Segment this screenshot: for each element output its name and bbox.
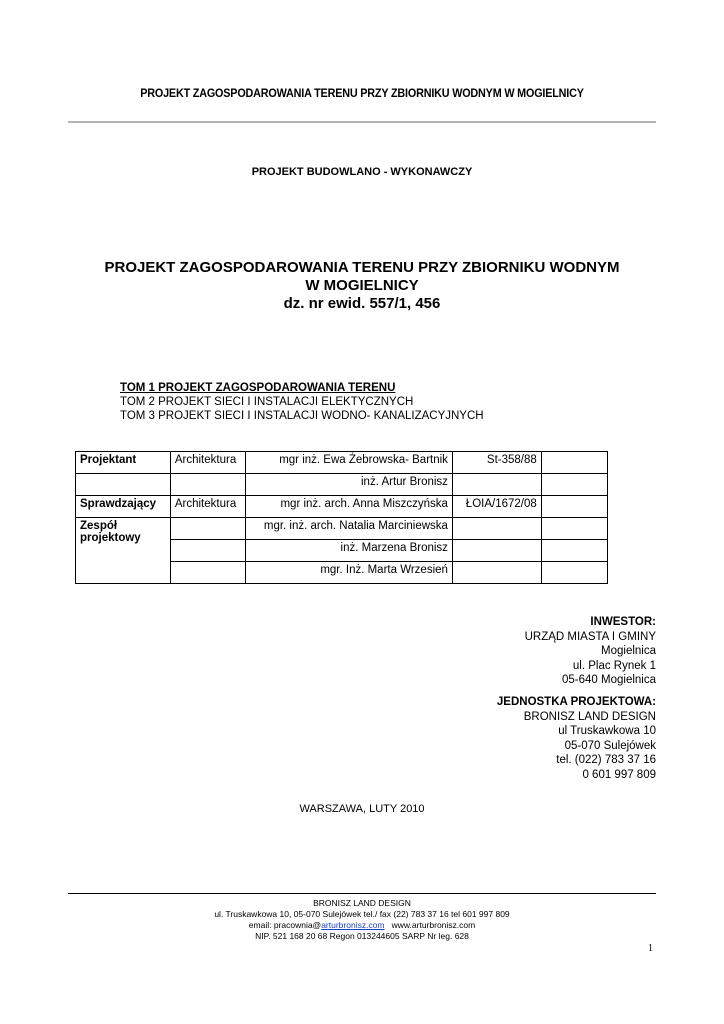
- design-team-table: [75, 451, 608, 584]
- main-title-line-2: W MOGIELNICY: [305, 277, 419, 294]
- empty-cell: [541, 540, 607, 562]
- email-link[interactable]: arturbronisz.com: [321, 920, 385, 930]
- investor-heading: INWESTOR:: [590, 616, 656, 628]
- investor-line: ul. Plac Rynek 1: [572, 659, 656, 672]
- person-name-cell: mgr inż. arch. Anna Miszczyńska: [245, 496, 452, 518]
- design-unit-line: 05-070 Sulejówek: [564, 739, 656, 752]
- department-cell: Architektura: [170, 496, 245, 518]
- department-cell: [170, 562, 245, 584]
- main-title: [0, 259, 724, 313]
- document-header-title: PROJEKT ZAGOSPODAROWANIA TERENU PRZY ZBIORNIKU WODNYM W MOGIELNICY: [140, 86, 584, 100]
- license-cell: [452, 540, 541, 562]
- role-cell: Zespół projektowy: [76, 518, 171, 584]
- design-unit-line: ul Truskawkowa 10: [558, 725, 656, 737]
- footer-address: ul. Truskawkowa 10, 05-070 Sulejówek tel./ fax (22) 783 37 16 tel 601 997 809: [214, 909, 510, 919]
- person-name-cell: inż. Artur Bronisz: [245, 474, 452, 496]
- table-row: [76, 452, 608, 474]
- role-cell: [76, 474, 171, 496]
- design-unit-line: tel. (022) 783 37 16: [556, 754, 656, 766]
- empty-cell: [541, 496, 607, 518]
- table-row: [76, 518, 608, 540]
- footer-divider: [68, 893, 656, 894]
- role-cell: Sprawdzający: [76, 496, 171, 518]
- department-cell: [170, 474, 245, 496]
- footer-company: BRONISZ LAND DESIGN: [313, 898, 411, 908]
- footer-registration: NIP. 521 168 20 68 Regon 013244605 SARP Nr leg. 628: [255, 931, 469, 941]
- license-cell: [452, 474, 541, 496]
- design-unit-line: BRONISZ LAND DESIGN: [523, 710, 656, 723]
- license-cell: [452, 518, 541, 540]
- volume-item-1: TOM 1 PROJEKT ZAGOSPODAROWANIA TERENU: [120, 382, 396, 394]
- main-title-line-1: PROJEKT ZAGOSPODAROWANIA TERENU PRZY ZBIORNIKU WODNYM: [104, 259, 620, 276]
- department-cell: Architektura: [170, 452, 245, 474]
- investor-line: Mogielnica: [601, 645, 656, 657]
- design-unit-heading: JEDNOSTKA PROJEKTOWA:: [496, 696, 656, 708]
- person-name-cell: mgr. Inż. Marta Wrzesień: [245, 562, 452, 584]
- volume-item-3: TOM 3 PROJEKT SIECI I INSTALACJI WODNO- KANALIZACYJNYCH: [120, 410, 484, 422]
- project-type-subtitle: PROJEKT BUDOWLANO - WYKONAWCZY: [251, 166, 473, 178]
- investor-block: [525, 615, 656, 688]
- person-name-cell: inż. Marzena Bronisz: [245, 540, 452, 562]
- footer: [0, 898, 724, 942]
- department-cell: [170, 540, 245, 562]
- volume-item-2: TOM 2 PROJEKT SIECI I INSTALACJI ELEKTYCZNYCH: [120, 396, 414, 408]
- department-cell: [170, 518, 245, 540]
- header-divider: [68, 121, 656, 123]
- empty-cell: [541, 562, 607, 584]
- footer-contact: [0, 920, 724, 931]
- page-number: 1: [648, 943, 653, 954]
- empty-cell: [541, 518, 607, 540]
- person-name-cell: mgr inż. Ewa Żebrowska- Bartnik: [245, 452, 452, 474]
- license-cell: St-358/88: [452, 452, 541, 474]
- table-row: [76, 496, 608, 518]
- license-cell: [452, 562, 541, 584]
- place-and-date: WARSZAWA, LUTY 2010: [299, 803, 425, 815]
- role-cell: Projektant: [76, 452, 171, 474]
- footer-email-prefix: email: pracownia@: [248, 920, 322, 930]
- investor-line: URZĄD MIASTA I GMINY: [524, 630, 656, 643]
- volume-list: [120, 381, 484, 423]
- footer-website: www.arturbronisz.com: [384, 920, 476, 930]
- main-title-parcel: dz. nr ewid. 557/1, 456: [283, 295, 441, 312]
- empty-cell: [541, 452, 607, 474]
- license-cell: ŁOIA/1672/08: [452, 496, 541, 518]
- person-name-cell: mgr. inż. arch. Natalia Marciniewska: [245, 518, 452, 540]
- investor-line: 05-640 Mogielnica: [562, 674, 656, 686]
- design-unit-line: 0 601 997 809: [582, 768, 656, 781]
- empty-cell: [541, 474, 607, 496]
- table-row: [76, 474, 608, 496]
- design-unit-block: [497, 695, 656, 782]
